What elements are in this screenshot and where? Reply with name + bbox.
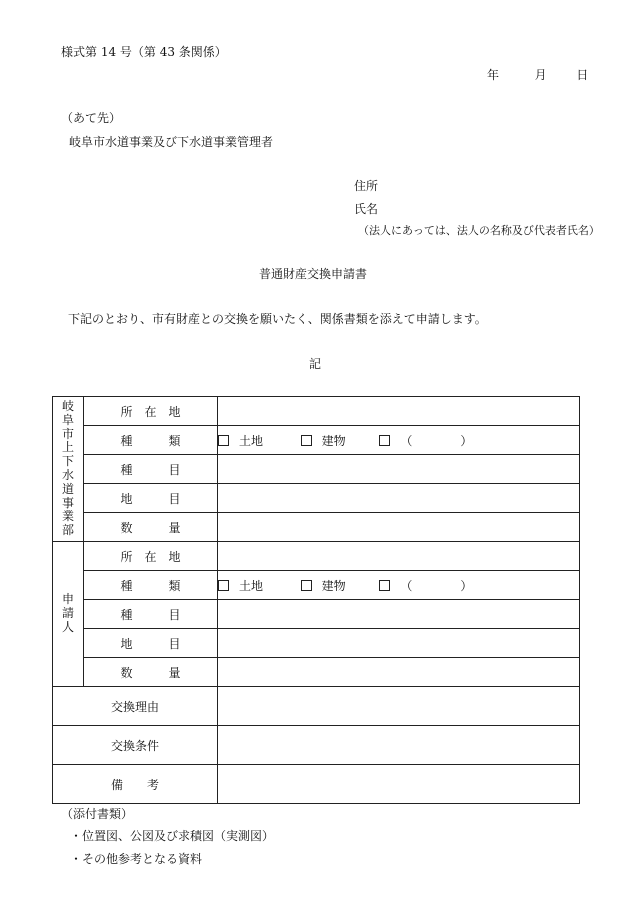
value-remarks[interactable] (218, 765, 580, 804)
table-row (53, 426, 580, 455)
row-label-land-category: 地 目 (84, 484, 218, 513)
value-quantity-1[interactable] (218, 513, 580, 542)
checkbox-icon (379, 580, 390, 591)
recipient-name: 岐阜市水道事業及び下水道事業管理者 (69, 135, 274, 149)
checkbox-building-2[interactable]: 建物 (301, 577, 346, 594)
table-row (53, 513, 580, 542)
row-label-exchange-reason: 交換理由 (53, 687, 218, 726)
date-line (487, 69, 588, 81)
table-row (53, 687, 580, 726)
date-year: 年 (487, 68, 500, 82)
checkbox-icon (218, 580, 229, 591)
value-category-2[interactable] (218, 600, 580, 629)
checkbox-other-2[interactable]: （ ） (379, 577, 472, 594)
date-day: 日 (576, 68, 589, 82)
ki-label: 記 (309, 357, 322, 371)
document-title: 普通財産交換申請書 (259, 267, 368, 281)
attachment-item-1: ・位置図、公図及び求積図（実測図） (70, 829, 275, 843)
row-label-location: 所 在 地 (84, 542, 218, 571)
checkbox-building-1[interactable]: 建物 (301, 432, 346, 449)
row-label-land-category: 地 目 (84, 629, 218, 658)
address-label: 住所 (354, 179, 379, 193)
row-label-location: 所 在 地 (84, 397, 218, 426)
row-label-type: 種 類 (84, 571, 218, 600)
group-waterworks-label: 岐阜市上下水道事業部 (62, 399, 75, 538)
checkbox-icon (379, 435, 390, 446)
row-label-quantity: 数 量 (84, 513, 218, 542)
value-exchange-reason[interactable] (218, 687, 580, 726)
table-row (53, 397, 580, 426)
table-row (53, 600, 580, 629)
checkbox-icon (301, 435, 312, 446)
form-number: 様式第 14 号（第 43 条関係） (61, 45, 227, 59)
row-label-remarks: 備 考 (53, 765, 218, 804)
value-type-2 (218, 571, 580, 600)
name-label: 氏名 (354, 202, 379, 216)
body-text: 下記のとおり、市有財産との交換を願いたく、関係書類を添えて申請します。 (68, 312, 487, 326)
recipient-label: （あて先） (61, 111, 122, 125)
attachment-item-2: ・その他参考となる資料 (70, 852, 203, 866)
row-label-category: 種 目 (84, 600, 218, 629)
attachments-label: （添付書類） (61, 807, 134, 821)
table-row (53, 629, 580, 658)
exchange-table (52, 396, 580, 804)
table-row (53, 484, 580, 513)
row-label-type: 種 類 (84, 426, 218, 455)
table-row (53, 658, 580, 687)
value-location-1[interactable] (218, 397, 580, 426)
checkbox-other-1[interactable]: （ ） (379, 432, 472, 449)
row-label-quantity: 数 量 (84, 658, 218, 687)
checkbox-icon (218, 435, 229, 446)
table-row (53, 542, 580, 571)
value-quantity-2[interactable] (218, 658, 580, 687)
value-category-1[interactable] (218, 455, 580, 484)
group-applicant (53, 542, 84, 687)
checkbox-land-1[interactable]: 土地 (218, 432, 263, 449)
table-row (53, 455, 580, 484)
value-exchange-conditions[interactable] (218, 726, 580, 765)
group-waterworks (53, 397, 84, 542)
checkbox-icon (301, 580, 312, 591)
table-row (53, 726, 580, 765)
table-row (53, 571, 580, 600)
row-label-exchange-conditions: 交換条件 (53, 726, 218, 765)
row-label-category: 種 目 (84, 455, 218, 484)
checkbox-land-2[interactable]: 土地 (218, 577, 263, 594)
table-row (53, 765, 580, 804)
value-type-1 (218, 426, 580, 455)
value-land-category-2[interactable] (218, 629, 580, 658)
date-month: 月 (534, 68, 547, 82)
group-applicant-label: 申請人 (62, 592, 75, 634)
corporate-note: （法人にあっては、法人の名称及び代表者氏名） (358, 224, 600, 237)
value-land-category-1[interactable] (218, 484, 580, 513)
value-location-2[interactable] (218, 542, 580, 571)
